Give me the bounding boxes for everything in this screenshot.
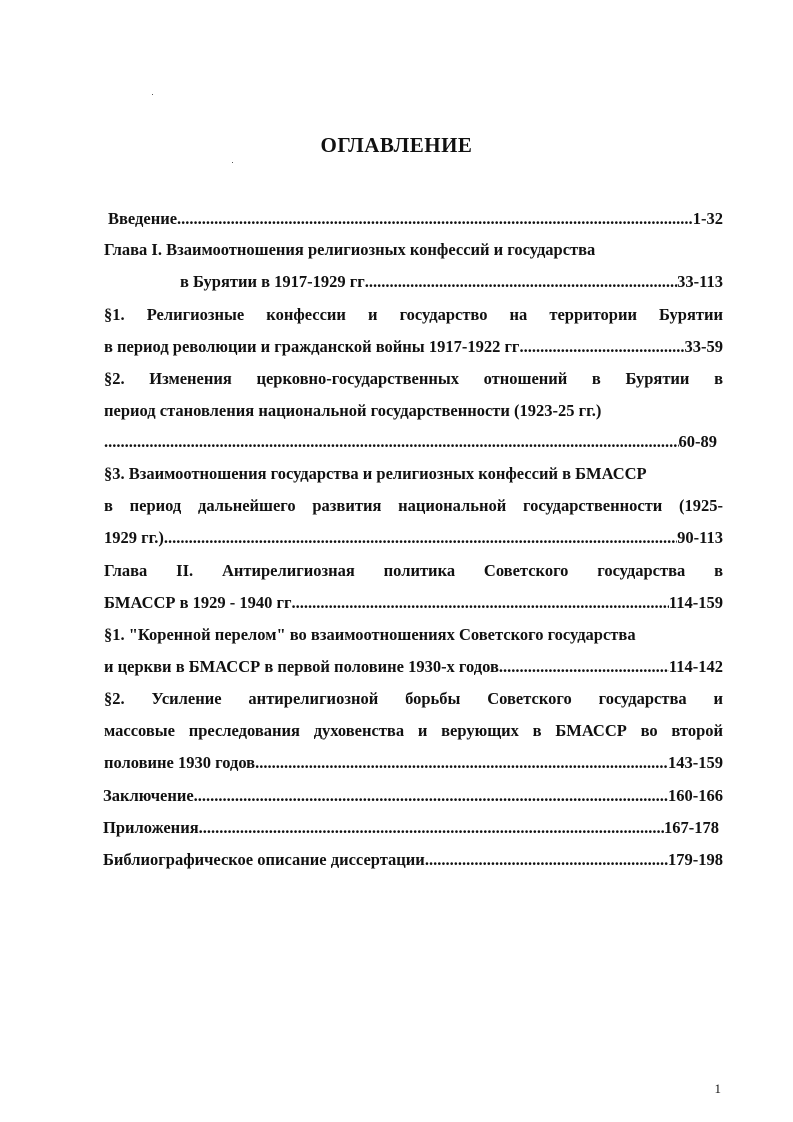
entry-page: 167-178	[664, 818, 719, 837]
toc-entry-appendices	[103, 817, 719, 839]
entry-page: 90-113	[677, 528, 723, 547]
entry-page: 114-142	[668, 657, 723, 676]
toc-entry-chapter-2: Глава II. Антирелигиозная политика Советского государства в	[104, 561, 723, 580]
toc-entry-section-1-1-cont	[104, 336, 723, 358]
entry-text: и церкви в БМАССР в первой половине 1930-х годов	[104, 657, 499, 676]
entry-text: Введение	[108, 209, 178, 228]
entry-text: половине 1930 годов	[104, 753, 256, 772]
toc-entry-conclusion	[103, 785, 723, 807]
entry-page: 114-159	[668, 593, 723, 612]
entry-text: в Бурятии в 1917-1929 гг	[180, 272, 365, 291]
toc-entry-section-1-3-cont: в период дальнейшего развития национальной государственности (1925-	[104, 496, 723, 515]
dot-leader	[177, 208, 693, 230]
entry-page: 60-89	[678, 432, 717, 451]
entry-text: Заключение	[103, 786, 194, 805]
dot-leader	[425, 849, 668, 871]
dot-leader	[194, 785, 668, 807]
toc-entry-section-1-1: §1. Религиозные конфессии и государство на территории Бурятии	[104, 305, 723, 324]
dot-leader	[199, 817, 664, 839]
toc-entry-section-2-2-cont: массовые преследования духовенства и верующих в БМАССР во второй	[104, 721, 723, 740]
toc-title: ОГЛАВЛЕНИЕ	[320, 133, 473, 157]
toc-entry-introduction	[108, 208, 723, 230]
toc-entry-section-1-3-page	[104, 527, 723, 549]
toc-entry-section-2-1: §1. "Коренной перелом" во взаимоотношениях Советского государства	[104, 625, 636, 644]
entry-text: Приложения	[103, 818, 199, 837]
dot-leader	[499, 656, 669, 678]
toc-entry-chapter-2-cont	[104, 592, 723, 614]
entry-text: в период революции и гражданской войны 1917-1922 гг	[104, 337, 520, 356]
entry-text: 1929 гг.)	[104, 528, 164, 547]
dot-leader	[292, 592, 669, 614]
entry-page: 160-166	[668, 786, 723, 805]
dot-leader	[164, 527, 677, 549]
entry-text: БМАССР в 1929 - 1940 гг	[104, 593, 292, 612]
toc-entry-section-2-1-cont	[104, 656, 723, 678]
toc-entry-section-1-2: §2. Изменения церковно-государственных отношений в Бурятии в	[104, 369, 723, 388]
entry-page: 33-59	[684, 337, 723, 356]
entry-page: 143-159	[668, 753, 723, 772]
dot-leader	[255, 752, 668, 774]
toc-entry-section-1-2-page	[104, 431, 717, 453]
toc-entry-chapter-1-cont	[180, 271, 723, 293]
toc-entry-section-1-3: §3. Взаимоотношения государства и религиозных конфессий в БМАССР	[104, 464, 647, 483]
entry-text: Библиографическое описание диссертации	[103, 850, 425, 869]
scan-speck	[152, 94, 153, 95]
entry-page: 179-198	[668, 850, 723, 869]
toc-entry-chapter-1: Глава I. Взаимоотношения религиозных конфессий и государства	[104, 240, 596, 259]
dot-leader	[104, 431, 679, 453]
toc-entry-section-2-2-page	[104, 752, 723, 774]
entry-page: 33-113	[677, 272, 723, 291]
dot-leader	[519, 336, 684, 358]
toc-entry-bibliography	[103, 849, 723, 871]
toc-entry-section-1-2-cont: период становления национальной государственности (1923-25 гг.)	[104, 401, 602, 420]
scan-speck	[232, 162, 233, 163]
page-number: 1	[714, 1081, 721, 1096]
entry-page: 1-32	[692, 209, 723, 228]
dot-leader	[365, 271, 677, 293]
toc-entry-section-2-2: §2. Усиление антирелигиозной борьбы Советского государства и	[104, 689, 723, 708]
